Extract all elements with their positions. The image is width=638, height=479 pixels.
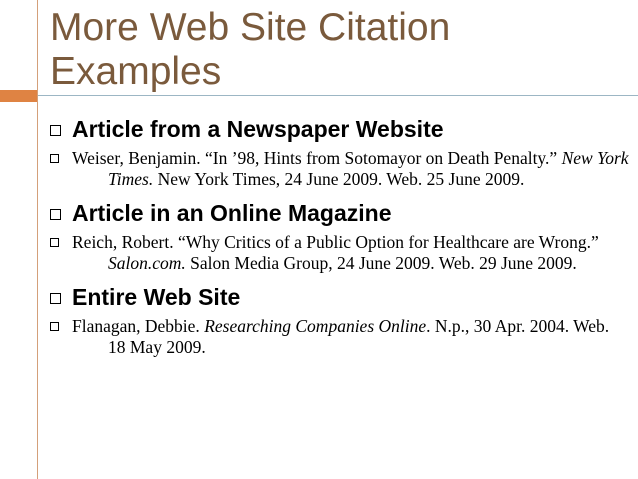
citation-author-title: Reich, Robert. “Why Critics of a Public Option for Healthcare are Wrong.”	[72, 232, 599, 252]
section-heading-newspaper	[50, 114, 630, 144]
citation-text	[72, 148, 630, 190]
square-bullet-icon	[50, 154, 59, 163]
citation-author-title: Flanagan, Debbie.	[72, 316, 205, 336]
section-heading-text: Article in an Online Magazine	[72, 200, 392, 226]
citation-newspaper	[50, 148, 630, 190]
square-bullet-icon	[50, 293, 61, 304]
square-bullet-icon	[50, 209, 61, 220]
slide-title-line-2: Examples	[50, 50, 222, 93]
slide-body	[50, 114, 630, 366]
citation-text	[72, 232, 630, 274]
section-heading-magazine	[50, 198, 630, 228]
square-bullet-icon	[50, 125, 61, 136]
citation-source-italic: Researching Companies Online	[204, 316, 427, 336]
section-heading-text: Entire Web Site	[72, 284, 241, 310]
citation-text	[72, 316, 630, 358]
slide-title	[50, 6, 610, 94]
citation-source-italic: New York Times.	[108, 148, 629, 189]
citation-publication-details: New York Times, 24 June 2009. Web. 25 June 2009.	[153, 169, 525, 189]
title-rule-accent	[0, 90, 37, 102]
citation-website	[50, 316, 630, 358]
citation-magazine	[50, 232, 630, 274]
square-bullet-icon	[50, 238, 59, 247]
title-rule-line	[38, 95, 638, 96]
slide-title-line-1: More Web Site Citation	[50, 6, 451, 49]
citation-source-italic: Salon.com.	[108, 253, 186, 273]
left-margin-line	[37, 0, 38, 479]
citation-author-title: Weiser, Benjamin. “In ’98, Hints from Sotomayor on Death Penalty.”	[72, 148, 562, 168]
square-bullet-icon	[50, 322, 59, 331]
citation-publication-details: . N.p., 30 Apr. 2004. Web. 18 May 2009.	[108, 316, 610, 357]
section-heading-website	[50, 282, 630, 312]
section-heading-text: Article from a Newspaper Website	[72, 116, 444, 142]
citation-publication-details: Salon Media Group, 24 June 2009. Web. 29 June 2009.	[185, 253, 577, 273]
